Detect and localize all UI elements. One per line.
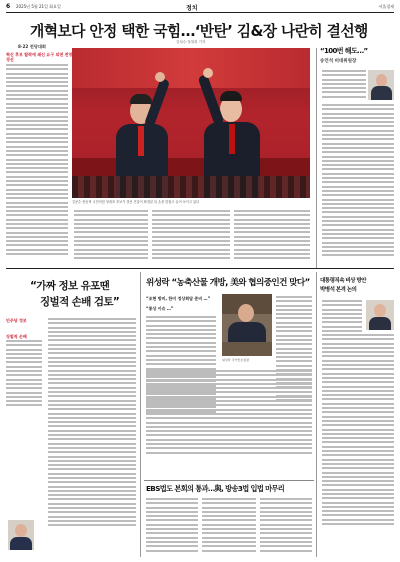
mid-center-photo-caption: 위성락 국가안보실장 bbox=[222, 358, 250, 362]
bottom-left-portrait bbox=[8, 520, 34, 550]
mid-right-portrait bbox=[366, 300, 394, 330]
mid-left-divider bbox=[140, 272, 141, 557]
mid-left-body bbox=[48, 318, 136, 529]
section-rule-1 bbox=[6, 268, 394, 269]
mid-center-body-3 bbox=[146, 370, 312, 456]
mid-center-headline: 위성락 “농축산물 개방, 美와 협의중인건 맞다” bbox=[146, 278, 310, 288]
mid-right-body-1 bbox=[322, 300, 362, 334]
mid-left-side-list bbox=[6, 318, 46, 340]
right-top-body-a bbox=[322, 70, 366, 100]
mid-right-headline-1: 대통령직속 비상 방안 bbox=[320, 278, 366, 284]
mid-right-divider bbox=[316, 272, 317, 557]
mid-left-side-2: 징벌적 손배 bbox=[6, 334, 27, 339]
top-left-column bbox=[6, 44, 74, 62]
mid-left-headline-2: 징벌적 손배 검토” bbox=[40, 296, 120, 308]
top-photo bbox=[72, 48, 310, 198]
top-body-col-1 bbox=[74, 210, 148, 262]
mid-center-subhead-2: “통상 이슈 …” bbox=[146, 306, 174, 311]
right-divider bbox=[316, 48, 317, 268]
mid-right-headline-2: 박병석 본격 논의 bbox=[320, 287, 357, 293]
masthead-rule bbox=[6, 12, 394, 13]
bottom-center-headline: EBS법도 본회의 통과…與, 방송3법 입법 마무리 bbox=[146, 484, 285, 493]
paper-name: 서울경제 bbox=[378, 4, 394, 9]
top-body-col-3 bbox=[234, 210, 310, 262]
top-photo-caption: 김문수·장동혁 국민의힘 당대표 후보가 결선 진출이 확정된 뒤 손을 맞잡고 들어 보이고 있다 bbox=[72, 200, 200, 204]
page-number: 6 bbox=[6, 3, 11, 10]
mid-center-subhead-1: “조현 방미, 한미 정상회담 준비 …” bbox=[146, 296, 211, 301]
mid-right-body-2 bbox=[322, 334, 394, 527]
mid-center-photo bbox=[222, 294, 272, 356]
mid-left-side-body bbox=[6, 340, 42, 409]
top-lead-red: 혁신 후보 탈락에 쇄신 요구 외면 전망 경선 bbox=[6, 52, 73, 62]
right-top-body-b bbox=[322, 104, 394, 259]
bottom-center-body-3 bbox=[260, 498, 312, 554]
top-left-body bbox=[6, 64, 68, 257]
mid-left-side-1: 민주당 정보 bbox=[6, 318, 27, 323]
top-byline: 김성수·정철희 기자 bbox=[176, 40, 206, 44]
right-top-box bbox=[320, 46, 396, 64]
right-top-title: “100번 해도…” bbox=[320, 47, 368, 55]
issue-date: 2025년 5월 21일 화요일 bbox=[16, 4, 61, 9]
top-body-col-2 bbox=[152, 210, 230, 262]
right-top-portrait bbox=[368, 70, 394, 100]
bottom-center-body-1 bbox=[146, 498, 198, 554]
mid-left-headline-1: “가짜 정보 유포땐 bbox=[30, 280, 110, 292]
bottom-center-body-2 bbox=[202, 498, 256, 554]
right-top-subtitle: 송언석 비대위원장 bbox=[320, 59, 357, 64]
top-subhead: 8·22 전당대회 bbox=[18, 44, 46, 49]
top-headline: 개혁보다 안정 택한 국힘…‘반탄’ 김&장 나란히 결선행 bbox=[30, 23, 368, 40]
bottom-center-rule bbox=[144, 480, 314, 481]
section-label: 정치 bbox=[186, 5, 198, 12]
